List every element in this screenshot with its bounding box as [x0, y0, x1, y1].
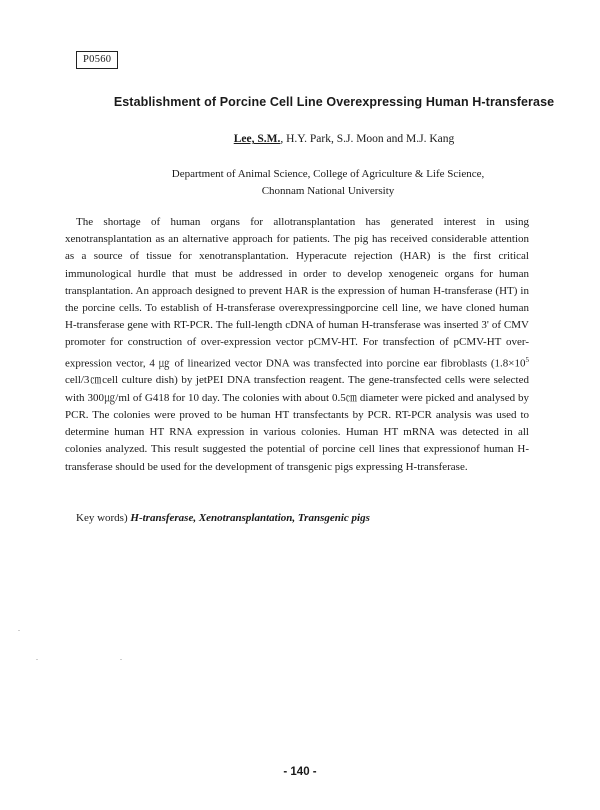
- abstract-text-part-1: The shortage of human organs for allotransplantation has generated interest in using xenotransplantation as an alternative approach for patients. The pig has received considerable attention as a source of tissue for xenotransplantation. Hyperacute rejection (HAR) is the first critical immunological hurdle that must be addressed in order to develop xenogeneic organs for human transplantation. An approach designed to prevent HAR is the expression of human H-transferase (HT) in the porcine cells. To establish of H-transferase overexpressingporcine cell line, we have cloned human H-transferase gene with RT-PCR. The full-length cDNA of human H-transferase was inserted 3' of CMV promoter for construction of over-expression vector pCMV-HT. For transfection of pCMV-HT over-expression vector, 4 ㎍ of linearized vector DNA was transfected into porcine ear fibroblasts (1.8×10: [65, 216, 529, 370]
- affiliation: [28, 166, 600, 200]
- exponent: 5: [525, 355, 529, 364]
- keywords-label: Key words): [76, 512, 131, 524]
- affiliation-line-2: Chonnam National University: [261, 185, 395, 197]
- keywords-line: [76, 512, 370, 524]
- scan-speck: [120, 659, 122, 660]
- paper-code-box: P0560: [76, 51, 118, 69]
- keywords-terms: H-transferase, Xenotransplantation, Transgenic pigs: [130, 512, 370, 524]
- paper-title: Establishment of Porcine Cell Line Overexpressing Human H-transferase: [113, 95, 555, 109]
- lead-author: Lee, S.M.: [233, 133, 281, 145]
- page-number: - 140 -: [283, 766, 317, 778]
- co-authors: , H.Y. Park, S.J. Moon and M.J. Kang: [280, 133, 455, 145]
- abstract-body: [65, 214, 529, 476]
- scan-speck: [18, 630, 20, 631]
- author-list: [44, 133, 600, 145]
- scan-speck: [36, 659, 38, 660]
- affiliation-line-1: Department of Animal Science, College of Agriculture & Life Science,: [171, 168, 485, 180]
- abstract-text-part-2: cell/3㎝cell culture dish) by jetPEI DNA transfection reagent. The gene-transfected cells were selected with 300㎍/ml of G418 for 10 day. The colonies with about 0.5㎝ diameter were picked and analysed by PCR. The colonies were proved to be human HT transfectants by PCR. RT-PCR analysis was used to determine human HT RNA expression in various colonies. Human HT mRNA was detected in all colonies analyzed. This result suggested the potential of porcine cell lines that expressionof human H-transferase should be used for the development of transgenic pigs expressing H-transferase.: [65, 374, 529, 473]
